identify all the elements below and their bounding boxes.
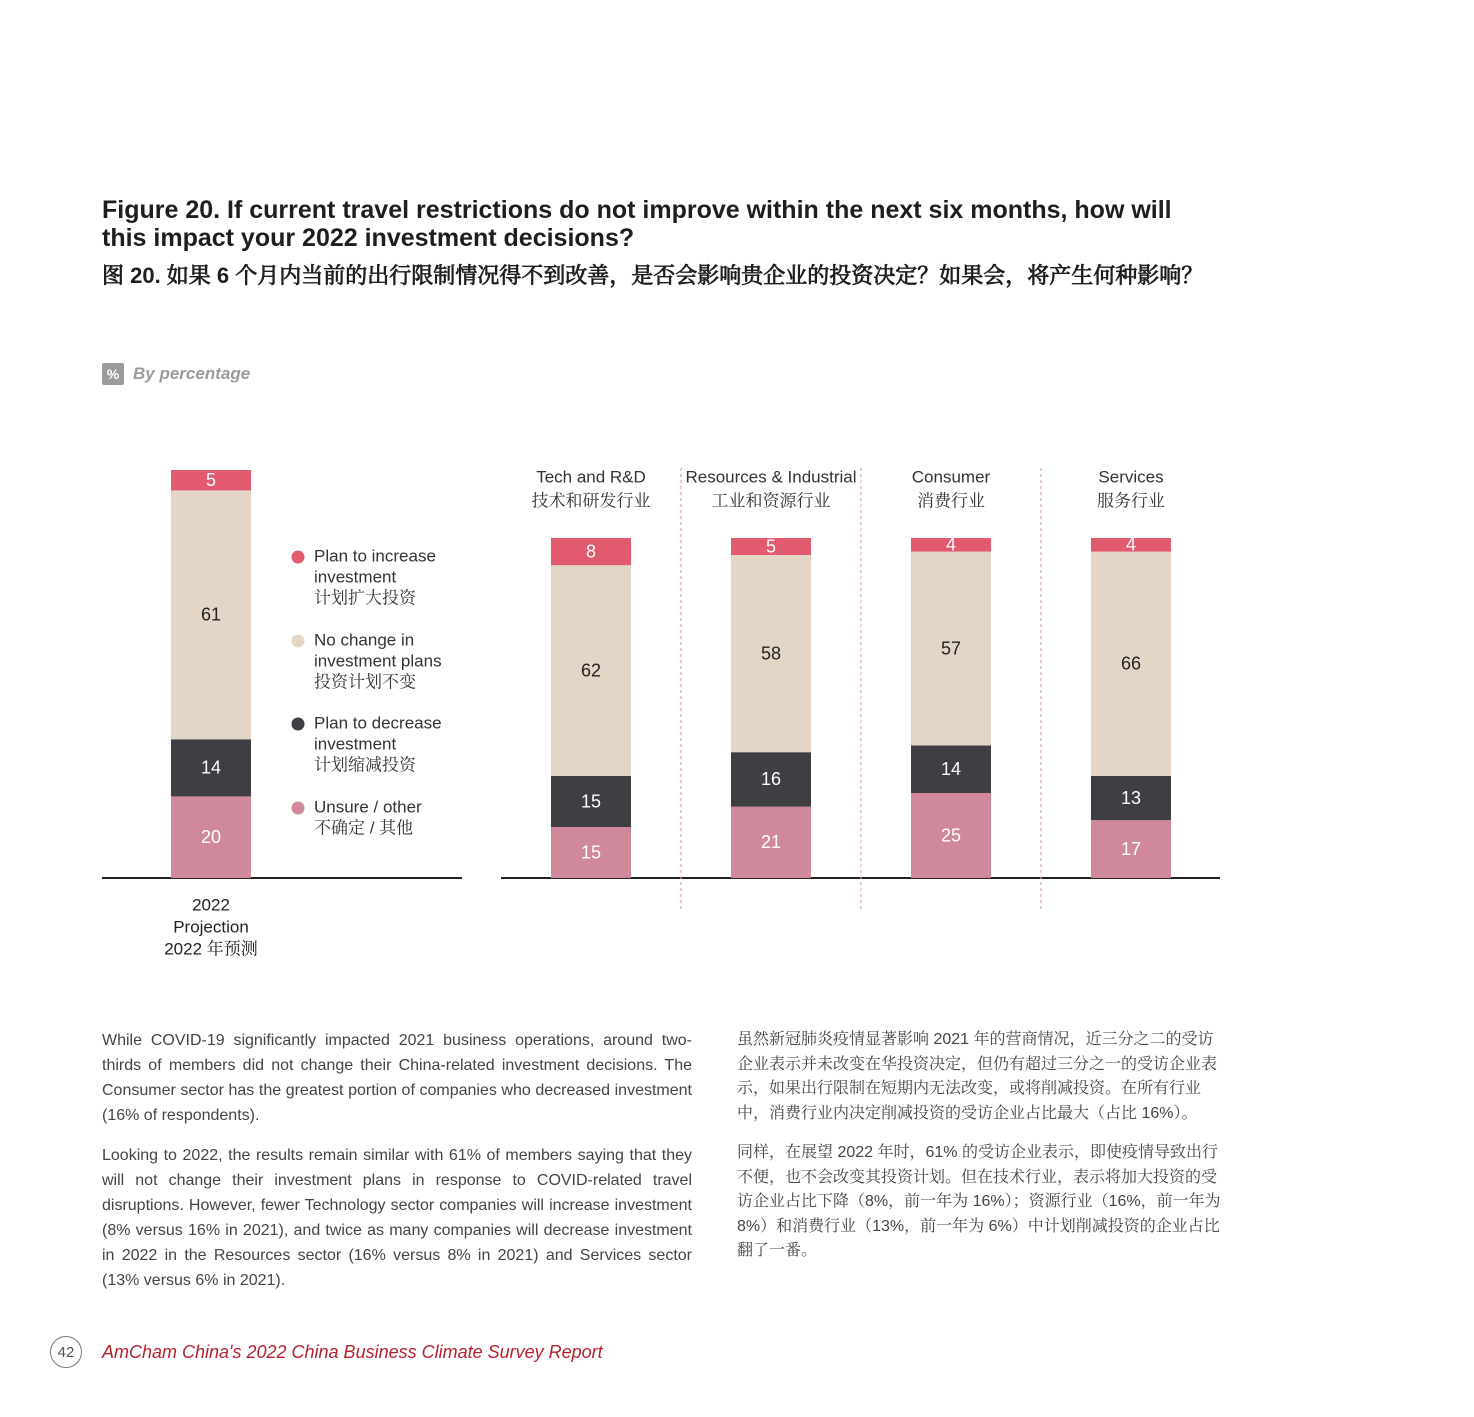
sector-name-en: Tech and R&D xyxy=(536,467,646,487)
sector-name-en: Resources & Industrial xyxy=(685,467,857,487)
sector-bar-0-unsure-label: 15 xyxy=(580,842,602,863)
projection-label-line: 2022 xyxy=(192,895,230,915)
percent-icon: % xyxy=(102,363,124,385)
report-title: AmCham China's 2022 China Business Climate Survey Report xyxy=(102,1341,603,1362)
page-number: 42 xyxy=(50,1336,82,1368)
sector-bar-3-increase-label: 4 xyxy=(1125,534,1137,555)
sector-bar-1-unsure-label: 21 xyxy=(760,832,782,853)
sector-bar-2-unsure-label: 25 xyxy=(940,825,962,846)
body-text-en xyxy=(102,1028,692,1308)
sector-name-cn: 工业和资源行业 xyxy=(711,491,831,511)
sector-name-en: Services xyxy=(1098,467,1164,487)
body-text-cn xyxy=(737,1028,1221,1279)
sector-bar-1-increase-label: 5 xyxy=(765,536,777,557)
sector-bar-2-increase-label: 4 xyxy=(945,534,957,555)
figure-title-en: Figure 20. If current travel restrictions do not improve within the next six months, how will this impact your 2022 investment decisions? xyxy=(102,196,1172,252)
legend-marker-decrease xyxy=(292,718,305,731)
legend-label-nochange: investment plans xyxy=(314,651,442,671)
projection-label-line: Projection xyxy=(173,917,249,937)
legend-label-unsure: Unsure / other xyxy=(314,797,422,817)
legend-label-decrease: investment xyxy=(314,734,397,754)
sector-bar-1-decrease-label: 16 xyxy=(760,769,782,790)
sector-name-cn: 消费行业 xyxy=(917,491,985,511)
sector-bar-3-nochange-label: 66 xyxy=(1120,653,1142,674)
sector-bar-3-unsure-label: 17 xyxy=(1120,838,1142,859)
legend-label-decrease: 计划缩减投资 xyxy=(314,755,416,775)
projection-bar-nochange-label: 61 xyxy=(200,604,222,625)
legend-label-increase: 计划扩大投资 xyxy=(314,588,416,608)
body-paragraph-en-2: Looking to 2022, the results remain similar with 61% of members saying that they will not change their investment plans in response to COVID-related travel disruptions. However, fewer Technology sector companies will increase investment (8% versus 16% in 2021), and twice as many companies will decrease investment in 2022 in the Resources sector (16% versus 8% in 2021) and Services sector (13% versus 6% in 2021). xyxy=(102,1147,692,1289)
sector-bar-1-nochange-label: 58 xyxy=(760,643,782,664)
sector-bar-2-decrease-label: 14 xyxy=(940,758,962,779)
projection-bar-unsure-label: 20 xyxy=(200,826,222,847)
sector-bar-0-decrease-label: 15 xyxy=(580,791,602,812)
sector-name-cn: 技术和研发行业 xyxy=(531,491,651,511)
body-paragraph-cn-2: 同样，在展望 2022 年时，61% 的受访企业表示，即使疫情导致出行不便，也不会改变其投资计划。但在技术行业，表示将加大投资的受访企业占比下降（8%，前一年为 16%）；资源行业（16%，前一年为 8%）和消费行业（13%，前一年为 6%）中计划削减投资的企业占比翻了一番。 xyxy=(737,1144,1221,1259)
sector-bar-3-decrease-label: 13 xyxy=(1120,787,1142,808)
body-paragraph-en-1: While COVID-19 significantly impacted 2021 business operations, around two-thirds of members did not change their China-related investment decisions. The Consumer sector has the greatest portion of companies who decreased investment (16% of respondents). xyxy=(102,1032,692,1124)
projection-bar-decrease-label: 14 xyxy=(200,757,222,778)
sector-bar-0-increase-label: 8 xyxy=(585,541,597,562)
body-paragraph-cn-1: 虽然新冠肺炎疫情显著影响 2021 年的营商情况，近三分之二的受访企业表示并未改变在华投资决定，但仍有超过三分之一的受访企业表示，如果出行限制在短期内无法改变，或将削减投资。在所有行业中，消费行业内决定削减投资的受访企业占比最大（占比 16%）。 xyxy=(737,1031,1218,1122)
legend-marker-nochange xyxy=(292,635,305,648)
sector-bar-2-nochange-label: 57 xyxy=(940,638,962,659)
sector-bar-0-nochange-label: 62 xyxy=(580,660,602,681)
unit-label: By percentage xyxy=(133,364,251,383)
legend-label-nochange: 投资计划不变 xyxy=(314,672,416,692)
sector-name-en: Consumer xyxy=(911,467,991,487)
legend-label-decrease: Plan to decrease xyxy=(314,713,442,733)
projection-bar-increase-label: 5 xyxy=(205,469,217,490)
legend-label-nochange: No change in xyxy=(314,630,415,650)
legend-label-increase: investment xyxy=(314,567,397,587)
legend-marker-increase xyxy=(292,551,305,564)
legend-label-unsure: 不确定 / 其他 xyxy=(314,818,414,838)
legend-label-increase: Plan to increase xyxy=(314,546,436,566)
figure-title-cn: 图 20. 如果 6 个月内当前的出行限制情况得不到改善，是否会影响贵企业的投资决定？如果会，将产生何种影响？ xyxy=(102,263,1204,288)
page-footer xyxy=(50,1336,603,1368)
legend-marker-unsure xyxy=(292,802,305,815)
projection-label-line: 2022 年预测 xyxy=(164,939,258,959)
sector-name-cn: 服务行业 xyxy=(1097,491,1165,511)
